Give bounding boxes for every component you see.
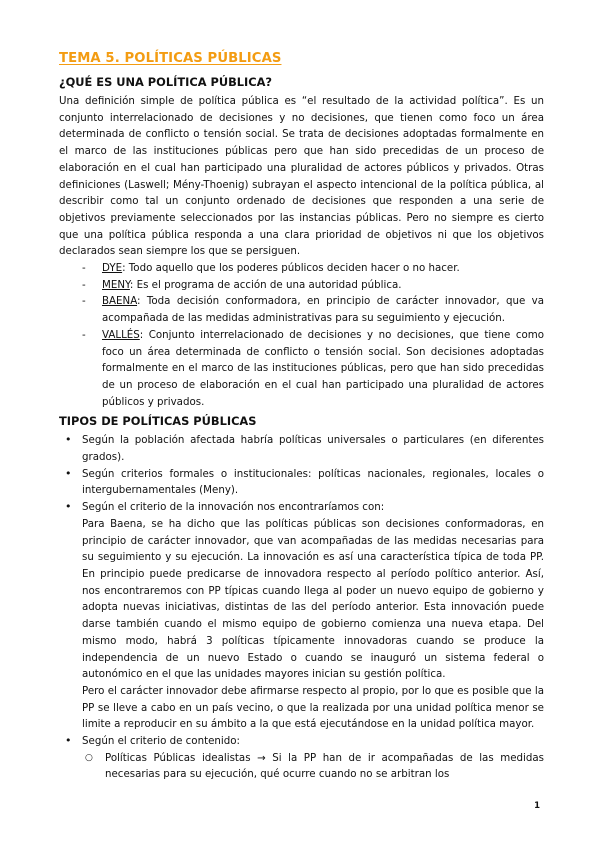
sublist-item-text: Políticas Públicas idealistas → Si la PP han de ir acompañadas de las medidas necesarias para su ejecución, qué ocurre cuando no se arbitran los <box>105 751 544 781</box>
bullet-marker: • <box>65 500 72 514</box>
definition-item <box>59 277 544 294</box>
definition-paragraph: Una definición simple de política pública es “el resultado de la actividad política”. Es un conjunto interrelacionado de decisiones y no decisiones, que tienen como foco un área determinada de conflicto o tensión social. Se trata de decisiones adoptadas formalmente en el marco de las instituciones públicas pero que han sido precedidas de un proceso de elaboración en el cual han participado una pluralidad de actores públicos y privados. Otras definiciones (Laswell; Mény-Thoenig) subrayan el aspecto intencional de la política pública, al describir como tal un conjunto ordenado de decisiones que responden a una serie de objetivos previamente seleccionados por las instancias públicas. Pero no siempre es cierto que una política pública responda a una clara prioridad de objetivos ni que los objetivos declarados sean siempre los que se persiguen. <box>59 95 544 258</box>
content-sublist <box>82 750 544 783</box>
types-list <box>59 432 544 783</box>
innovation-paragraph: Pero el carácter innovador debe afirmarse respecto al propio, por lo que es posible que la PP se lleve a cabo en un país vecino, o que la realizada por una unidad política menor se limite a reproducir en su ámbito a la que está ejecutándose en la unidad política mayor. <box>82 684 544 731</box>
document-page <box>59 50 544 783</box>
innovation-paragraph: Para Baena, se ha dicho que las políticas públicas son decisiones conformadoras, en principio de carácter innovador, que van acompañadas de las medidas necesarias para su seguimiento y su ejecución. La innovación es así una característica típica de toda PP. En principio puede predicarse de innovadora respecto al período político anterior. Así, nos encontraremos con PP típicas cuando llega al poder un nuevo equipo de gobierno y adopta nuevas iniciativas, distintas de las del período anterior. Esta innovación puede darse también cuando el mismo equipo de gobierno comienza una nueva etapa. Del mismo modo, habrá 3 políticas típicamente innovadoras cuando se produce la independencia de un nuevo Estado o cuando se inauguró un sistema federal o autonómico en el que las unidades mayores inician su gestión política. <box>82 517 544 681</box>
bullet-marker: • <box>65 466 72 480</box>
list-item-text: Según el criterio de contenido: <box>82 735 240 748</box>
definition-author: BAENA <box>102 295 138 308</box>
list-item-text: Según la población afectada habría políticas universales o particulares (en diferentes grados). <box>82 434 544 464</box>
list-item-text: Según el criterio de la innovación nos encontraríamos con: <box>82 501 385 514</box>
sublist-item <box>82 750 544 783</box>
bullet-marker: • <box>65 433 72 447</box>
circle-marker: ○ <box>85 752 93 763</box>
dash-marker: - <box>82 278 86 291</box>
list-item <box>59 733 544 783</box>
list-item-text: Según criterios formales o institucionales: políticas nacionales, regionales, locales o intergubernamentales (Meny). <box>82 467 544 497</box>
section-heading-tipos: TIPOS DE POLÍTICAS PÚBLICAS <box>59 414 257 429</box>
page-number: 1 <box>534 801 540 811</box>
definition-author: VALLÉS <box>102 328 140 341</box>
definition-text: : Toda decisión conformadora, en principio de carácter innovador, que va acompañada de las medidas administrativas para su seguimiento y ejecución. <box>102 295 544 325</box>
list-item <box>59 432 544 465</box>
definition-item <box>59 293 544 326</box>
page-title: TEMA 5. POLÍTICAS PÚBLICAS <box>59 51 282 66</box>
dash-marker: - <box>82 262 86 275</box>
section-heading-que-es: ¿QUÉ ES UNA POLÍTICA PÚBLICA? <box>59 75 273 89</box>
dash-marker: - <box>82 328 86 341</box>
definition-text: : Es el programa de acción de una autoridad pública. <box>129 278 402 291</box>
list-item <box>59 466 544 499</box>
definition-author: MENY <box>102 278 130 291</box>
dash-marker: - <box>82 295 86 308</box>
list-item <box>59 499 544 733</box>
definitions-list <box>59 260 544 410</box>
bullet-marker: • <box>65 734 72 748</box>
definition-author: DYE <box>102 262 123 275</box>
definition-text: : Conjunto interrelacionado de decisiones y no decisiones, que tiene como foco un área determinada de conflicto o tensión social. Son decisiones adoptadas formalmente en el marco de las instituciones públicas, pero que han sido precedidas de un proceso de elaboración en el cual han participado una pluralidad de actores públicos y privados. <box>102 328 544 408</box>
definition-item <box>59 327 544 411</box>
definition-item <box>59 260 544 277</box>
definition-text: : Todo aquello que los poderes públicos deciden hacer o no hacer. <box>122 262 460 275</box>
